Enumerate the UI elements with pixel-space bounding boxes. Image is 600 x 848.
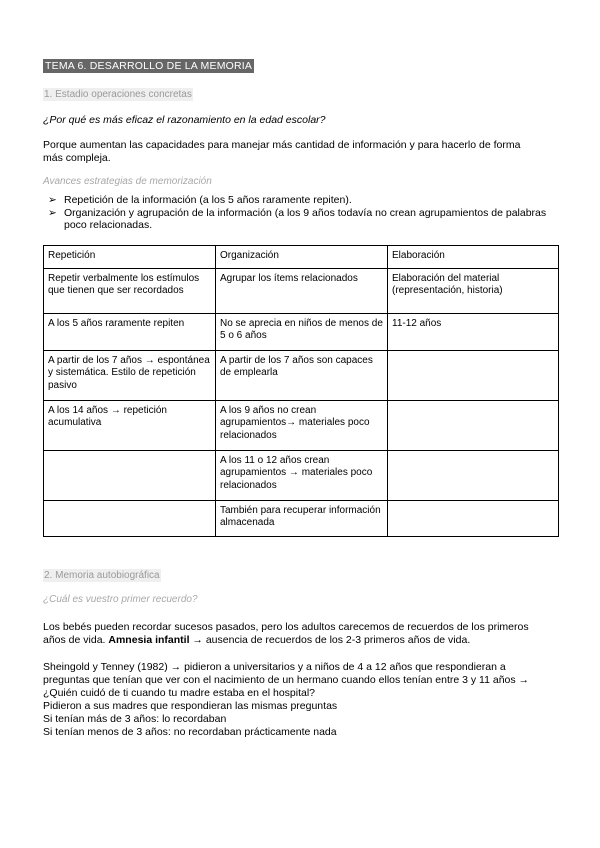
table-cell: A partir de los 7 años son capaces de emplearla [216, 350, 388, 400]
table-cell: A los 9 años no crean agrupamientos→ materiales poco relacionados [216, 400, 388, 450]
table-cell: A los 5 años raramente repiten [44, 313, 216, 350]
paragraph-line: Pidieron a sus madres que respondieran las mismas preguntas [43, 699, 338, 712]
table-cell: Agrupar los ítems relacionados [216, 268, 388, 313]
answer-line-1: Porque aumentan las capacidades para manejar más cantidad de información y para hacerlo de forma [43, 139, 521, 151]
table-row [44, 500, 559, 536]
table-row [44, 400, 559, 450]
table-cell [388, 350, 559, 400]
strategies-list [43, 194, 559, 232]
text-span: → ausencia de recuerdos de los 2-3 primeros años de vida. [189, 633, 471, 646]
document-title: TEMA 6. DESARROLLO DE LA MEMORIA [45, 60, 253, 72]
table-header-cell: Organización [216, 245, 388, 268]
table-cell: Repetir verbalmente los estímulos que tienen que ser recordados [44, 268, 216, 313]
table-row [44, 450, 559, 500]
table-cell: También para recuperar información almacenada [216, 500, 388, 536]
section-2-heading: 2. Memoria autobiográfica [44, 569, 160, 581]
table-cell: No se aprecia en niños de menos de 5 o 6 años [216, 313, 388, 350]
table-cell: A los 14 años → repetición acumulativa [44, 400, 216, 450]
paragraph-line: ¿Quién cuidó de ti cuando tu madre estaba en el hospital? [43, 686, 316, 699]
arrow-bullet-icon: ➢ [48, 206, 57, 219]
text-span: años de vida. [43, 633, 109, 646]
study-paragraph [43, 661, 559, 739]
table-cell [388, 450, 559, 500]
list-item-text: Repetición de la información (a los 5 años raramente repiten). [64, 194, 352, 206]
strategies-table [43, 245, 559, 537]
paragraph-line: preguntas que tenían que ver con el nacimiento de un hermano cuando ellos tenían entre 3 y 11 años → [43, 673, 530, 686]
section-1-question: ¿Por qué es más eficaz el razonamiento en la edad escolar? [43, 114, 326, 126]
paragraph-line [43, 634, 559, 647]
table-header-cell: Repetición [44, 245, 216, 268]
arrow-bullet-icon: ➢ [48, 194, 57, 206]
strategies-subheading: Avances estrategias de memorización [43, 176, 212, 187]
table-header-cell: Elaboración [388, 245, 559, 268]
list-item-text: Organización y agrupación de la información (a los 9 años todavía no crean agrupamientos de palabras poco relacionadas. [64, 206, 547, 231]
amnesia-paragraph [43, 621, 559, 647]
paragraph-line: Los bebés pueden recordar sucesos pasados, pero los adultos carecemos de recuerdos de los primeros [43, 620, 529, 633]
section-1-heading: 1. Estadio operaciones concretas [44, 89, 192, 100]
paragraph-line: Si tenían menos de 3 años: no recordaban prácticamente nada [43, 725, 337, 738]
table-row [44, 350, 559, 400]
table-cell: A los 11 o 12 años crean agrupamientos → materiales poco relacionados [216, 450, 388, 500]
table-row [44, 268, 559, 313]
paragraph-line: Si tenían más de 3 años: lo recordaban [43, 712, 227, 725]
table-cell [388, 400, 559, 450]
document-page [43, 56, 559, 739]
table-cell: 11-12 años [388, 313, 559, 350]
amnesia-term: Amnesia infantil [108, 633, 190, 646]
table-cell [44, 450, 216, 500]
table-cell [388, 500, 559, 536]
paragraph-line: Sheingold y Tenney (1982) → pidieron a universitarios y a niños de 4 a 12 años que respondieran a [43, 660, 506, 673]
table-cell: Elaboración del material (representación, historia) [388, 268, 559, 313]
section-1-answer [43, 139, 559, 165]
answer-line-2: más compleja. [43, 152, 111, 164]
table-header-row [44, 245, 559, 268]
list-item [43, 194, 559, 207]
section-2-question: ¿Cuál es vuestro primer recuerdo? [43, 593, 198, 605]
table-row [44, 313, 559, 350]
table-cell [44, 500, 216, 536]
list-item [43, 207, 559, 232]
table-cell: A partir de los 7 años → espontánea y sistemática. Estilo de repetición pasivo [44, 350, 216, 400]
